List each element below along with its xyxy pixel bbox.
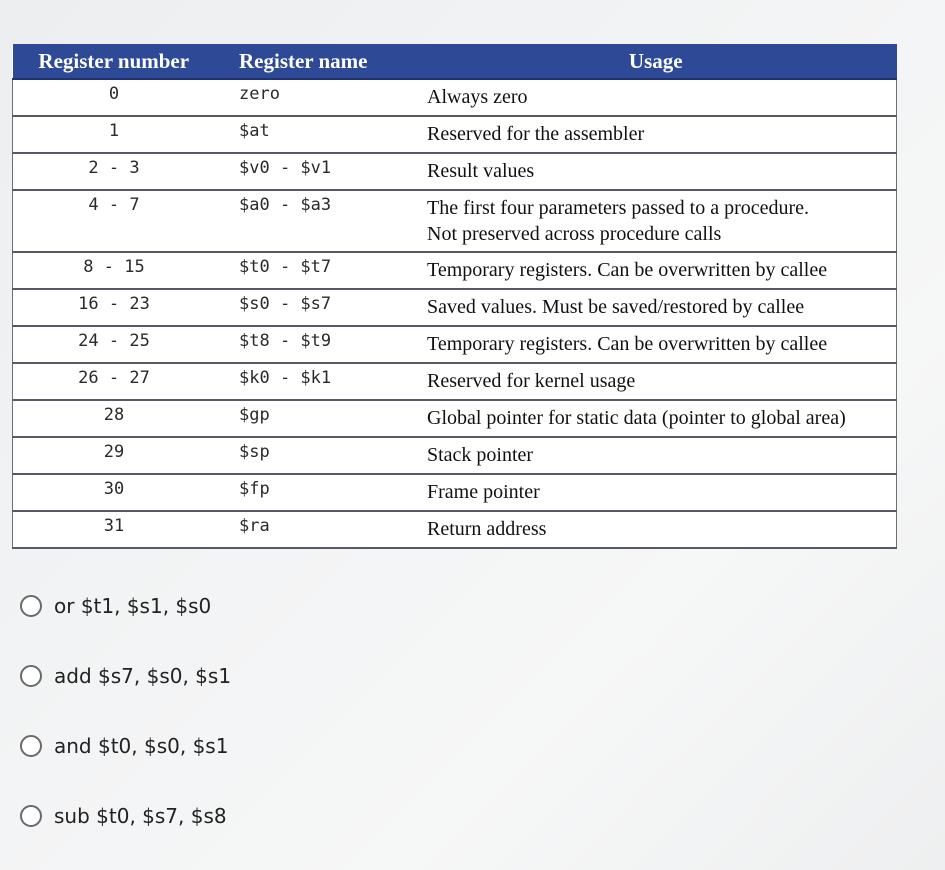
register-usage-cell: Reserved for the assembler — [415, 116, 897, 153]
register-usage-cell: The first four parameters passed to a procedure. Not preserved across procedure calls — [415, 190, 897, 252]
register-usage-cell: Reserved for kernel usage — [415, 363, 897, 400]
register-number-cell: 16 - 23 — [13, 289, 216, 326]
answer-option-label: and $t0, $s0, $s1 — [54, 734, 229, 758]
header-usage: Usage — [415, 44, 897, 79]
register-name-cell: $a0 - $a3 — [215, 190, 415, 252]
register-usage-cell: Frame pointer — [415, 474, 897, 511]
table-row — [13, 363, 897, 400]
table-row — [13, 289, 897, 326]
register-number-cell: 24 - 25 — [13, 326, 216, 363]
register-number-cell: 8 - 15 — [13, 252, 216, 289]
table-row — [13, 326, 897, 363]
register-number-cell: 4 - 7 — [13, 190, 216, 252]
register-number-cell: 0 — [13, 79, 216, 116]
register-name-cell: zero — [215, 79, 415, 116]
register-name-cell: $k0 - $k1 — [215, 363, 415, 400]
register-table — [12, 44, 897, 549]
register-name-cell: $at — [215, 116, 415, 153]
register-number-cell: 30 — [13, 474, 216, 511]
register-usage-cell: Result values — [415, 153, 897, 190]
table-row — [13, 474, 897, 511]
answer-option[interactable] — [20, 728, 231, 764]
table-row — [13, 190, 897, 252]
register-number-cell: 31 — [13, 511, 216, 548]
register-usage-cell: Global pointer for static data (pointer to global area) — [415, 400, 897, 437]
table-row — [13, 79, 897, 116]
answer-option-label: sub $t0, $s7, $s8 — [54, 804, 227, 828]
answer-options — [20, 588, 231, 868]
register-name-cell: $s0 - $s7 — [215, 289, 415, 326]
register-usage-cell: Stack pointer — [415, 437, 897, 474]
register-name-cell: $sp — [215, 437, 415, 474]
answer-option[interactable] — [20, 588, 231, 624]
register-usage-cell: Return address — [415, 511, 897, 548]
register-name-cell: $gp — [215, 400, 415, 437]
answer-option-label: add $s7, $s0, $s1 — [54, 664, 232, 688]
answer-option-label: or $t1, $s1, $s0 — [54, 594, 212, 618]
register-name-cell: $v0 - $v1 — [215, 153, 415, 190]
register-number-cell: 2 - 3 — [13, 153, 216, 190]
radio-button-icon[interactable] — [20, 735, 42, 757]
register-usage-cell: Always zero — [415, 79, 897, 116]
register-usage-cell: Temporary registers. Can be overwritten by callee — [415, 326, 897, 363]
table-header-row — [13, 44, 897, 79]
register-number-cell: 29 — [13, 437, 216, 474]
header-register-name: Register name — [215, 44, 415, 79]
table-row — [13, 400, 897, 437]
register-name-cell: $ra — [215, 511, 415, 548]
register-usage-cell: Temporary registers. Can be overwritten by callee — [415, 252, 897, 289]
register-name-cell: $t8 - $t9 — [215, 326, 415, 363]
table-row — [13, 252, 897, 289]
register-number-cell: 1 — [13, 116, 216, 153]
radio-button-icon[interactable] — [20, 665, 42, 687]
table-row — [13, 116, 897, 153]
answer-option[interactable] — [20, 658, 231, 694]
table-row — [13, 437, 897, 474]
register-name-cell: $fp — [215, 474, 415, 511]
header-register-number: Register number — [13, 44, 216, 79]
register-usage-cell: Saved values. Must be saved/restored by callee — [415, 289, 897, 326]
register-number-cell: 28 — [13, 400, 216, 437]
answer-option[interactable] — [20, 798, 231, 834]
radio-button-icon[interactable] — [20, 595, 42, 617]
table-row — [13, 511, 897, 548]
register-number-cell: 26 - 27 — [13, 363, 216, 400]
register-name-cell: $t0 - $t7 — [215, 252, 415, 289]
radio-button-icon[interactable] — [20, 805, 42, 827]
table-row — [13, 153, 897, 190]
